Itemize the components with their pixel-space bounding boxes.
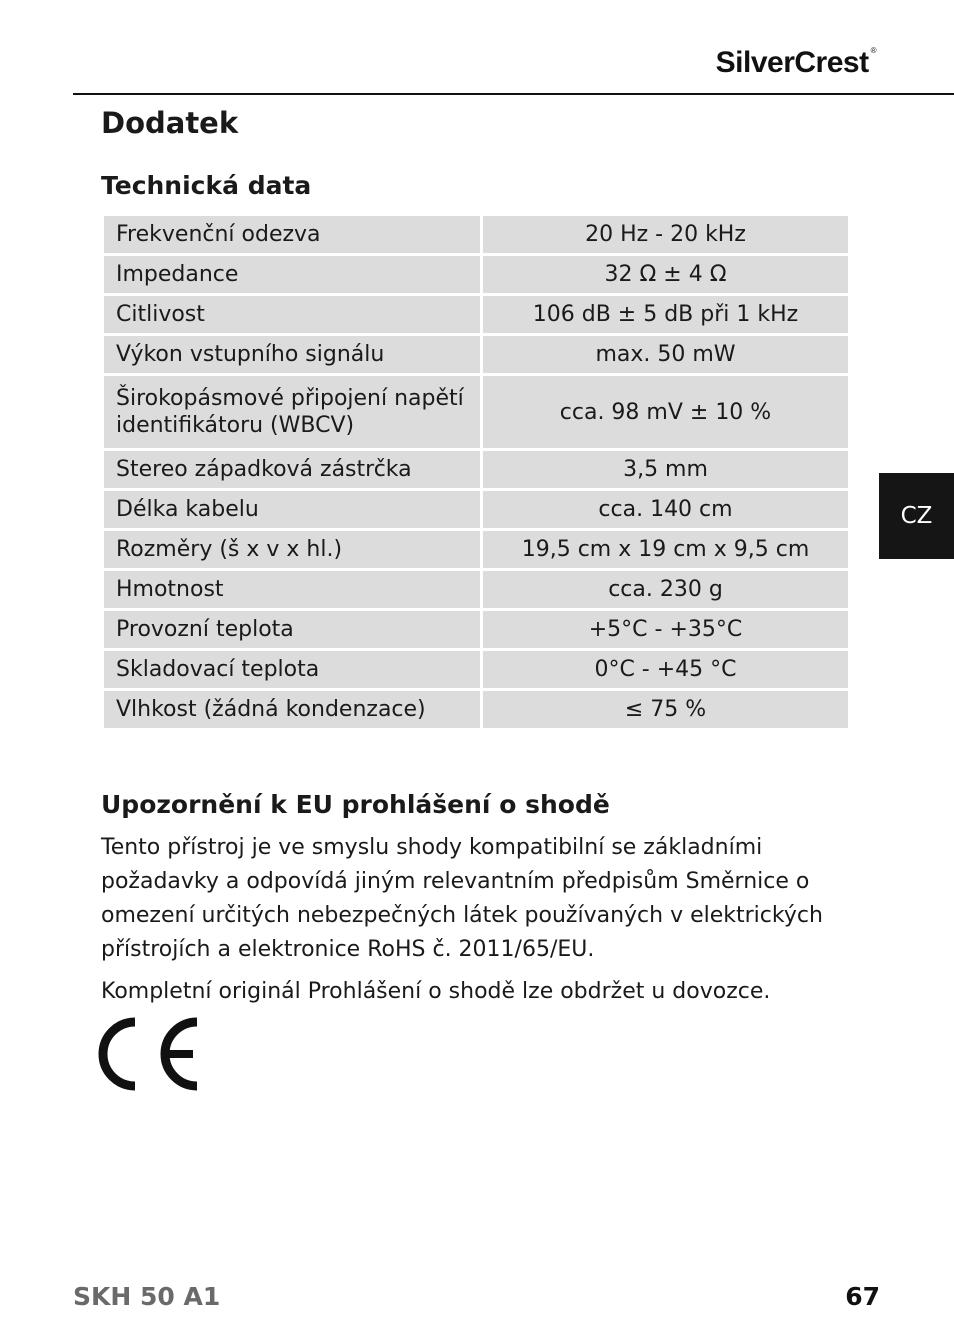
table-row bbox=[103, 690, 850, 730]
table-row bbox=[103, 490, 850, 530]
table-row bbox=[103, 375, 850, 450]
ce-mark-icon bbox=[97, 1016, 205, 1092]
spec-label: Stereo západková zástrčka bbox=[103, 450, 482, 490]
spec-value: 0°C - +45 °C bbox=[482, 650, 850, 690]
table-row bbox=[103, 255, 850, 295]
spec-label: Vlhkost (žádná kondenzace) bbox=[103, 690, 482, 730]
table-row bbox=[103, 570, 850, 610]
spec-label: Rozměry (š x v x hl.) bbox=[103, 530, 482, 570]
spec-value: +5°C - +35°C bbox=[482, 610, 850, 650]
spec-label: Impedance bbox=[103, 255, 482, 295]
spec-value: cca. 140 cm bbox=[482, 490, 850, 530]
spec-value: 3,5 mm bbox=[482, 450, 850, 490]
header-divider bbox=[73, 93, 954, 95]
table-row bbox=[103, 650, 850, 690]
spec-label: Provozní teplota bbox=[103, 610, 482, 650]
registered-mark: ® bbox=[870, 46, 876, 55]
spec-value: 32 Ω ± 4 Ω bbox=[482, 255, 850, 295]
table-row bbox=[103, 216, 850, 255]
table-row bbox=[103, 530, 850, 570]
eu-declaration-text: Tento přístroj je ve smyslu shody kompatibilní se základními požadavky a odpovídá jiným relevantním předpisům Směrnice o omezení určitých nebezpečných látek používaných v elektrických přístrojích a elektronice RoHS č. 2011/65/EU. bbox=[101, 835, 823, 962]
spec-value: 106 dB ± 5 dB při 1 kHz bbox=[482, 295, 850, 335]
brand-logo bbox=[716, 46, 876, 80]
table-row bbox=[103, 610, 850, 650]
spec-label: Citlivost bbox=[103, 295, 482, 335]
spec-label: Frekvenční odezva bbox=[103, 216, 482, 255]
table-row bbox=[103, 335, 850, 375]
tech-data-table bbox=[101, 216, 851, 731]
brand-name: SilverCrest bbox=[715, 46, 869, 79]
language-tab-label: CZ bbox=[900, 503, 933, 529]
page-title: Dodatek bbox=[101, 106, 239, 140]
spec-value: cca. 230 g bbox=[482, 570, 850, 610]
table-row bbox=[103, 295, 850, 335]
spec-label: Skladovací teplota bbox=[103, 650, 482, 690]
page-number: 67 bbox=[845, 1282, 880, 1311]
table-row bbox=[103, 450, 850, 490]
spec-value: max. 50 mW bbox=[482, 335, 850, 375]
spec-value: 19,5 cm x 19 cm x 9,5 cm bbox=[482, 530, 850, 570]
footer-model: SKH 50 A1 bbox=[73, 1282, 221, 1311]
spec-label: Délka kabelu bbox=[103, 490, 482, 530]
language-tab bbox=[879, 473, 954, 559]
tech-data-heading: Technická data bbox=[101, 171, 312, 200]
spec-value: cca. 98 mV ± 10 % bbox=[482, 375, 850, 450]
spec-value: ≤ 75 % bbox=[482, 690, 850, 730]
spec-label: Hmotnost bbox=[103, 570, 482, 610]
eu-declaration-heading: Upozornění k EU prohlášení o shodě bbox=[101, 790, 610, 819]
declaration-availability-text: Kompletní originál Prohlášení o shodě lze obdržet u dovozce. bbox=[101, 979, 771, 1004]
spec-label: Širokopásmové připojení napětí identifikátoru (WBCV) bbox=[103, 375, 482, 450]
spec-label: Výkon vstupního signálu bbox=[103, 335, 482, 375]
spec-value: 20 Hz - 20 kHz bbox=[482, 216, 850, 255]
